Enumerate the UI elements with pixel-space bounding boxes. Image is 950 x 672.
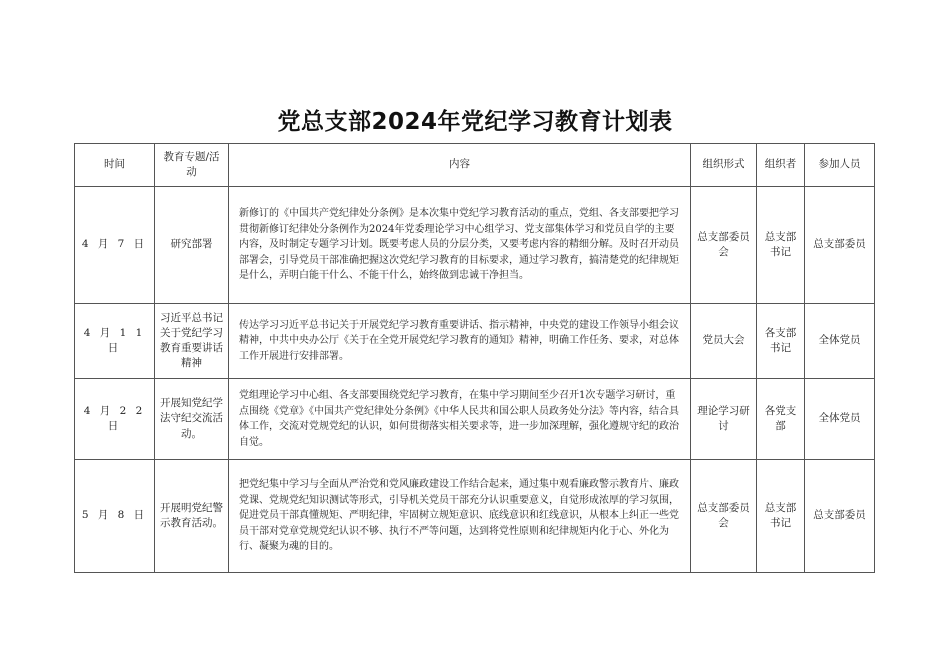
cell-form: 总支部委员会: [691, 460, 757, 573]
cell-topic: 习近平总书记关于党纪学习教育重要讲话精神: [155, 304, 229, 379]
header-participants: 参加人员: [805, 144, 875, 187]
table-row: [75, 460, 875, 573]
cell-content: 传达学习习近平总书记关于开展党纪学习教育重要讲话、指示精神，中央党的建设工作领导小组会议精神，中共中央办公厅《关于在全党开展党纪学习教育的通知》精神，明确工作任务、要求，对总体工作开展进行安排部署。: [229, 304, 691, 379]
cell-participants: 总支部委员: [805, 460, 875, 573]
header-topic: 教育专题/活动: [155, 144, 229, 187]
cell-form: 总支部委员会: [691, 187, 757, 304]
cell-organizer: 各党支部: [757, 379, 805, 460]
cell-content: 党组理论学习中心组、各支部要围绕党纪学习教育，在集中学习期间至少召开1次专题学习研讨，重点围绕《党章》《中国共产党纪律处分条例》《中华人民共和国公职人员政务处分法》等内容，结合具体工作，交流对党规党纪的认识，如何贯彻落实相关要求等，进一步加深理解，强化遵规守纪的政治自觉。: [229, 379, 691, 460]
cell-topic: 开展明党纪警示教育活动。: [155, 460, 229, 573]
cell-organizer: 各支部书记: [757, 304, 805, 379]
header-time: 时间: [75, 144, 155, 187]
header-content: 内容: [229, 144, 691, 187]
cell-form: 理论学习研讨: [691, 379, 757, 460]
cell-organizer: 总支部书记: [757, 460, 805, 573]
header-organizer: 组织者: [757, 144, 805, 187]
table-row: [75, 187, 875, 304]
cell-participants: 全体党员: [805, 304, 875, 379]
page-title: 党总支部2024年党纪学习教育计划表: [277, 109, 673, 135]
table-row: [75, 379, 875, 460]
cell-form: 党员大会: [691, 304, 757, 379]
cell-content: 把党纪集中学习与全面从严治党和党风廉政建设工作结合起来，通过集中观看廉政警示教育片、廉政党课、党规党纪知识测试等形式，引导机关党员干部充分认识重要意义，自觉形成浓厚的学习氛围，促进党员干部真懂规矩、严明纪律，牢固树立规矩意识、底线意识和红线意识，从根本上纠正一些党员干部对党章党规党纪认识不够、执行不严等问题，达到将党性原则和纪律规矩内化于心、外化为行、凝聚为魂的目的。: [229, 460, 691, 573]
cell-time: 4 月 1 1 日: [75, 304, 155, 379]
table-row: [75, 304, 875, 379]
cell-topic: 开展知党纪学法守纪交流活动。: [155, 379, 229, 460]
plan-table: [74, 143, 875, 573]
cell-organizer: 总支部书记: [757, 187, 805, 304]
header-form: 组织形式: [691, 144, 757, 187]
cell-topic: 研究部署: [155, 187, 229, 304]
cell-time: 5 月 8 日: [75, 460, 155, 573]
table-header-row: [75, 144, 875, 187]
cell-time: 4 月 2 2 日: [75, 379, 155, 460]
cell-content: 新修订的《中国共产党纪律处分条例》是本次集中党纪学习教育活动的重点，党组、各支部要把学习贯彻新修订纪律处分条例作为2024年党委理论学习中心组学习、党支部集体学习和党员自学的主要内容，及时制定专题学习计划。既要考虑人员的分层分类，又要考虑内容的精细分解。及时召开动员部署会，引导党员干部准确把握这次党纪学习教育的目标要求，通过学习教育，搞清楚党的纪律规矩是什么，弄明白能干什么、不能干什么，始终做到忠诚干净担当。: [229, 187, 691, 304]
cell-participants: 全体党员: [805, 379, 875, 460]
cell-participants: 总支部委员: [805, 187, 875, 304]
cell-time: 4 月 7 日: [75, 187, 155, 304]
